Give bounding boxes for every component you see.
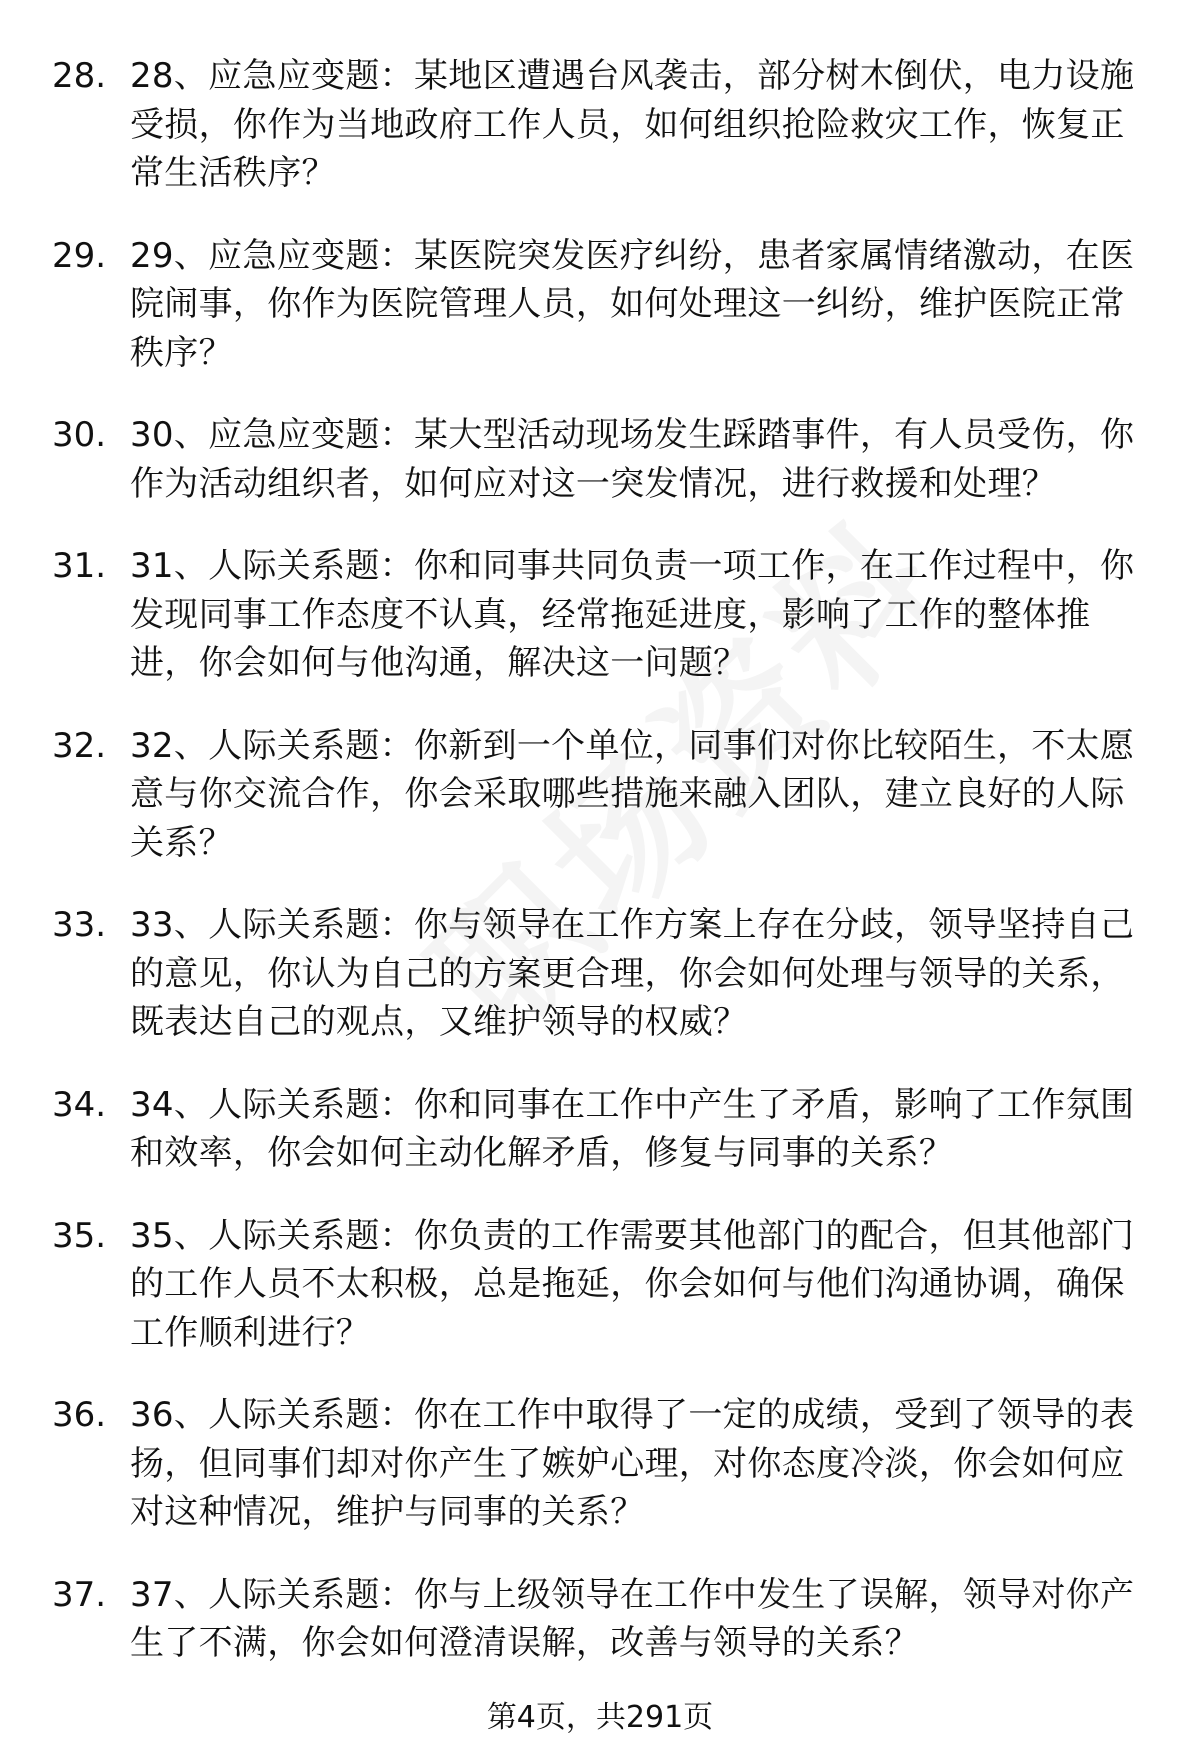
item-number: 28. xyxy=(52,56,107,96)
list-item xyxy=(0,1212,1200,1358)
item-text: 32、人际关系题：你新到一个单位，同事们对你比较陌生，不太愿意与你交流合作，你会采取哪些措施来融入团队，建立良好的人际关系？ xyxy=(130,725,1135,863)
item-text: 30、应急应变题：某大型活动现场发生踩踏事件，有人员受伤，你作为活动组织者，如何应对这一突发情况，进行救援和处理？ xyxy=(130,415,1135,504)
item-number: 31. xyxy=(52,546,107,586)
item-text: 29、应急应变题：某医院突发医疗纠纷，患者家属情绪激动，在医院闹事，你作为医院管理人员，如何处理这一纠纷，维护医院正常秩序？ xyxy=(130,235,1135,373)
item-number: 34. xyxy=(52,1084,107,1125)
item-text: 37、人际关系题：你与上级领导在工作中发生了误解，领导对你产生了不满，你会如何澄清误解，改善与领导的关系？ xyxy=(130,1574,1135,1663)
item-number: 36. xyxy=(52,1395,107,1435)
list-item xyxy=(0,1391,1200,1537)
item-number: 35. xyxy=(52,1215,107,1256)
list-item xyxy=(0,1571,1200,1668)
item-text: 36、人际关系题：你在工作中取得了一定的成绩，受到了领导的表扬，但同事们却对你产生了嫉妒心理，对你态度冷淡，你会如何应对这种情况，维护与同事的关系？ xyxy=(130,1395,1135,1532)
list-item xyxy=(0,232,1200,378)
list-item xyxy=(0,542,1200,688)
list-item xyxy=(0,411,1200,508)
item-number: 30. xyxy=(52,415,107,455)
item-text: 34、人际关系题：你和同事在工作中产生了矛盾，影响了工作氛围和效率，你会如何主动化解矛盾，修复与同事的关系？ xyxy=(130,1084,1135,1173)
item-text: 33、人际关系题：你与领导在工作方案上存在分歧，领导坚持自己的意见，你认为自己的方案更合理，你会如何处理与领导的关系，既表达自己的观点，又维护领导的权威？ xyxy=(130,905,1135,1042)
item-text: 28、应急应变题：某地区遭遇台风袭击，部分树木倒伏，电力设施受损，你作为当地政府工作人员，如何组织抢险救灾工作，恢复正常生活秩序？ xyxy=(130,56,1135,193)
question-list xyxy=(0,52,1200,1702)
page-footer: 第4页，共291页 xyxy=(486,1700,714,1735)
list-item xyxy=(0,1081,1200,1178)
item-number: 29. xyxy=(52,235,107,276)
list-item xyxy=(0,52,1200,198)
item-number: 32. xyxy=(52,725,107,766)
item-text: 31、人际关系题：你和同事共同负责一项工作，在工作过程中，你发现同事工作态度不认真，经常拖延进度，影响了工作的整体推进，你会如何与他沟通，解决这一问题？ xyxy=(130,546,1135,683)
item-text: 35、人际关系题：你负责的工作需要其他部门的配合，但其他部门的工作人员不太积极，总是拖延，你会如何与他们沟通协调，确保工作顺利进行？ xyxy=(130,1215,1135,1353)
list-item xyxy=(0,722,1200,868)
item-number: 33. xyxy=(52,905,107,945)
list-item xyxy=(0,901,1200,1047)
item-number: 37. xyxy=(52,1574,107,1615)
